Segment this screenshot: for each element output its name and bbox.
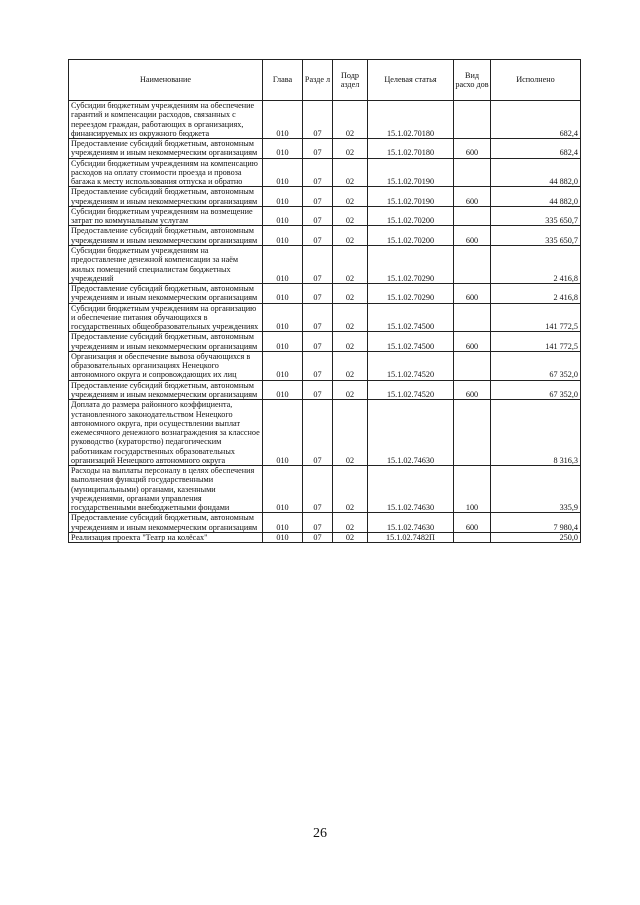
row-podrazdel: 02 — [333, 284, 368, 304]
row-podrazdel: 02 — [333, 187, 368, 207]
row-target-article: 15.1.02.70180 — [368, 101, 454, 139]
row-podrazdel: 02 — [333, 245, 368, 283]
row-razdel: 07 — [303, 303, 333, 332]
header-razdel: Разде л — [303, 60, 333, 101]
row-podrazdel: 02 — [333, 158, 368, 187]
row-name: Предоставление субсидий бюджетным, автономным учреждениям и иным некоммерческим организациям — [69, 332, 263, 352]
row-razdel: 07 — [303, 466, 333, 513]
row-target-article: 15.1.02.74500 — [368, 332, 454, 352]
header-podrazdel: Подр аздел — [333, 60, 368, 101]
row-name: Предоставление субсидий бюджетным, автономным учреждениям и иным некоммерческим организациям — [69, 187, 263, 207]
row-glava: 010 — [263, 139, 303, 159]
row-expense-type: 100 — [454, 466, 491, 513]
table-row — [69, 400, 581, 466]
row-name: Предоставление субсидий бюджетным, автономным учреждениям и иным некоммерческим организациям — [69, 226, 263, 246]
row-expense-type — [454, 303, 491, 332]
row-name: Расходы на выплаты персоналу в целях обеспечения выполнения функций государственными (муниципальными) органами, казенными учреждениями, органами управления государственными внебюджетными фондами — [69, 466, 263, 513]
row-name: Субсидии бюджетным учреждениям на организацию и обеспечение питания обучающихся в государственных общеобразовательных учреждениях — [69, 303, 263, 332]
row-razdel: 07 — [303, 206, 333, 226]
row-executed-amount: 141 772,5 — [491, 332, 581, 352]
row-executed-amount: 682,4 — [491, 101, 581, 139]
row-executed-amount: 67 352,0 — [491, 351, 581, 380]
row-target-article: 15.1.02.70200 — [368, 206, 454, 226]
row-razdel: 07 — [303, 380, 333, 400]
row-executed-amount: 7 980,4 — [491, 513, 581, 533]
row-executed-amount: 250,0 — [491, 532, 581, 542]
row-executed-amount: 2 416,8 — [491, 245, 581, 283]
row-razdel: 07 — [303, 139, 333, 159]
row-glava: 010 — [263, 245, 303, 283]
row-name: Организация и обеспечение вывоза обучающихся в образовательных организациях Ненецкого автономного округа и сопровождающих их лиц — [69, 351, 263, 380]
row-executed-amount: 141 772,5 — [491, 303, 581, 332]
row-expense-type — [454, 351, 491, 380]
row-glava: 010 — [263, 187, 303, 207]
table-row — [69, 380, 581, 400]
table-row — [69, 351, 581, 380]
row-executed-amount: 335 650,7 — [491, 206, 581, 226]
table-row — [69, 513, 581, 533]
row-target-article: 15.1.02.70200 — [368, 226, 454, 246]
row-glava: 010 — [263, 101, 303, 139]
row-target-article: 15.1.02.70190 — [368, 187, 454, 207]
row-razdel: 07 — [303, 101, 333, 139]
row-target-article: 15.1.02.74630 — [368, 466, 454, 513]
row-razdel: 07 — [303, 226, 333, 246]
row-executed-amount: 67 352,0 — [491, 380, 581, 400]
table-header-row — [69, 60, 581, 101]
budget-execution-table — [68, 59, 581, 543]
row-expense-type: 600 — [454, 284, 491, 304]
row-name: Субсидии бюджетным учреждениям на обеспечение гарантий и компенсации расходов, связанных с переездом граждан, работающих в организациях, финансируемых из окружного бюджета — [69, 101, 263, 139]
row-glava: 010 — [263, 380, 303, 400]
row-target-article: 15.1.02.70180 — [368, 139, 454, 159]
row-name: Предоставление субсидий бюджетным, автономным учреждениям и иным некоммерческим организациям — [69, 139, 263, 159]
row-expense-type: 600 — [454, 187, 491, 207]
row-razdel: 07 — [303, 187, 333, 207]
page-number: 26 — [313, 826, 327, 841]
row-name: Предоставление субсидий бюджетным, автономным учреждениям и иным некоммерческим организациям — [69, 513, 263, 533]
row-target-article: 15.1.02.74630 — [368, 400, 454, 466]
row-target-article: 15.1.02.74500 — [368, 303, 454, 332]
row-target-article: 15.1.02.70290 — [368, 245, 454, 283]
table-row — [69, 206, 581, 226]
row-glava: 010 — [263, 513, 303, 533]
header-glava: Глава — [263, 60, 303, 101]
row-podrazdel: 02 — [333, 400, 368, 466]
row-name: Предоставление субсидий бюджетным, автономным учреждениям и иным некоммерческим организациям — [69, 380, 263, 400]
row-target-article: 15.1.02.7482П — [368, 532, 454, 542]
table-row — [69, 466, 581, 513]
row-target-article: 15.1.02.74520 — [368, 351, 454, 380]
row-glava: 010 — [263, 158, 303, 187]
row-glava: 010 — [263, 466, 303, 513]
row-razdel: 07 — [303, 513, 333, 533]
header-name: Наименование — [69, 60, 263, 101]
table-row — [69, 158, 581, 187]
row-glava: 010 — [263, 303, 303, 332]
table-body — [69, 101, 581, 543]
table-row — [69, 303, 581, 332]
row-expense-type — [454, 206, 491, 226]
row-glava: 010 — [263, 332, 303, 352]
row-razdel: 07 — [303, 532, 333, 542]
row-glava: 010 — [263, 226, 303, 246]
row-glava: 010 — [263, 351, 303, 380]
row-podrazdel: 02 — [333, 226, 368, 246]
row-executed-amount: 335,9 — [491, 466, 581, 513]
table-row — [69, 245, 581, 283]
row-podrazdel: 02 — [333, 139, 368, 159]
row-podrazdel: 02 — [333, 466, 368, 513]
table-row — [69, 101, 581, 139]
row-target-article: 15.1.02.74630 — [368, 513, 454, 533]
row-executed-amount: 2 416,8 — [491, 284, 581, 304]
table-row — [69, 139, 581, 159]
row-executed-amount: 682,4 — [491, 139, 581, 159]
header-target-article: Целевая статья — [368, 60, 454, 101]
row-glava: 010 — [263, 400, 303, 466]
row-expense-type: 600 — [454, 139, 491, 159]
row-podrazdel: 02 — [333, 101, 368, 139]
row-podrazdel: 02 — [333, 513, 368, 533]
row-expense-type: 600 — [454, 513, 491, 533]
table-row — [69, 332, 581, 352]
table-row — [69, 187, 581, 207]
row-target-article: 15.1.02.70290 — [368, 284, 454, 304]
row-executed-amount: 335 650,7 — [491, 226, 581, 246]
row-razdel: 07 — [303, 400, 333, 466]
row-name: Реализация проекта "Театр на колёсах" — [69, 532, 263, 542]
row-target-article: 15.1.02.70190 — [368, 158, 454, 187]
header-expense-type: Вид расхо дов — [454, 60, 491, 101]
row-name: Субсидии бюджетным учреждениям на компенсацию расходов на оплату стоимости проезда и провоза багажа к месту использования отпуска и обратно — [69, 158, 263, 187]
row-expense-type — [454, 532, 491, 542]
table-row — [69, 226, 581, 246]
row-name: Доплата до размера районного коэффициента, установленного законодательством Ненецкого автономного округа, при осуществлении выплат ежемесячного денежного вознаграждения за классное руководство (кураторство) педагогическим работникам государственных образовательных организаций Ненецкого автономного округа — [69, 400, 263, 466]
row-glava: 010 — [263, 532, 303, 542]
row-podrazdel: 02 — [333, 206, 368, 226]
row-podrazdel: 02 — [333, 332, 368, 352]
row-podrazdel: 02 — [333, 303, 368, 332]
row-expense-type: 600 — [454, 226, 491, 246]
row-executed-amount: 44 882,0 — [491, 187, 581, 207]
row-expense-type: 600 — [454, 332, 491, 352]
table-row — [69, 532, 581, 542]
row-razdel: 07 — [303, 332, 333, 352]
row-expense-type — [454, 101, 491, 139]
row-executed-amount: 8 316,3 — [491, 400, 581, 466]
row-executed-amount: 44 882,0 — [491, 158, 581, 187]
row-expense-type: 600 — [454, 380, 491, 400]
row-razdel: 07 — [303, 158, 333, 187]
row-target-article: 15.1.02.74520 — [368, 380, 454, 400]
row-name: Субсидии бюджетным учреждениям на возмещение затрат по коммунальным услугам — [69, 206, 263, 226]
row-expense-type — [454, 245, 491, 283]
row-razdel: 07 — [303, 351, 333, 380]
table-row — [69, 284, 581, 304]
row-expense-type — [454, 158, 491, 187]
row-podrazdel: 02 — [333, 351, 368, 380]
row-podrazdel: 02 — [333, 532, 368, 542]
header-executed: Исполнено — [491, 60, 581, 101]
row-expense-type — [454, 400, 491, 466]
row-name: Субсидии бюджетным учреждениям на предоставление денежной компенсации за наём жилых помещений специалистам бюджетных учреждений — [69, 245, 263, 283]
row-glava: 010 — [263, 206, 303, 226]
row-razdel: 07 — [303, 245, 333, 283]
row-podrazdel: 02 — [333, 380, 368, 400]
row-glava: 010 — [263, 284, 303, 304]
row-name: Предоставление субсидий бюджетным, автономным учреждениям и иным некоммерческим организациям — [69, 284, 263, 304]
row-razdel: 07 — [303, 284, 333, 304]
